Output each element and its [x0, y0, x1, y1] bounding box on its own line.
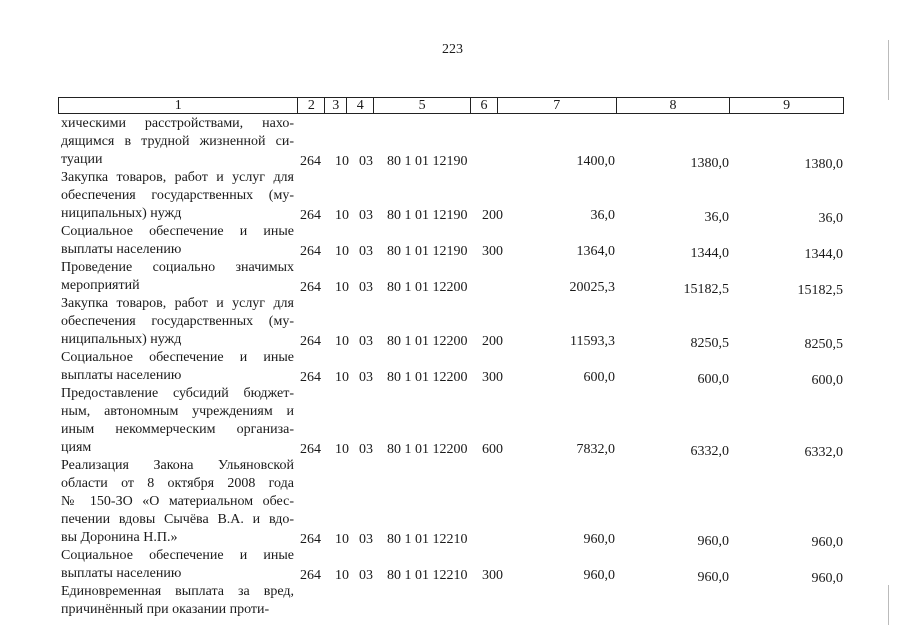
column-header-7: 7: [498, 98, 617, 113]
amount-col-9: 1380,0: [804, 157, 843, 172]
expense-type-code: 300: [482, 370, 503, 385]
description-line: печении вдовы Сычёва В.А. и вдо-: [61, 512, 294, 527]
table-header-row: [58, 97, 844, 114]
amount-col-7: 11593,3: [570, 334, 615, 349]
amount-col-9: 1344,0: [804, 247, 843, 262]
row-description: [61, 223, 294, 259]
section-code: 10: [335, 334, 349, 349]
row-description: [61, 547, 294, 583]
expense-type-code: 200: [482, 208, 503, 223]
subsection-code: 03: [359, 208, 373, 223]
description-line: обеспечения государственных (му-: [61, 188, 294, 203]
subsection-code: 03: [359, 442, 373, 457]
target-article-code: 80 1 01 12210: [387, 532, 468, 547]
amount-col-7: 960,0: [583, 568, 615, 583]
target-article-code: 80 1 01 12190: [387, 208, 468, 223]
row-description: [61, 349, 294, 385]
description-line: Социальное обеспечение и иные: [61, 224, 294, 239]
amount-col-8: 600,0: [697, 372, 729, 387]
amount-col-8: 6332,0: [690, 444, 729, 459]
section-code: 10: [335, 568, 349, 583]
amount-col-8: 15182,5: [683, 282, 729, 297]
description-line: циям: [61, 440, 92, 455]
row-description: [61, 583, 294, 619]
expense-type-code: 300: [482, 244, 503, 259]
amount-col-8: 1380,0: [690, 156, 729, 171]
row-description: [61, 385, 294, 457]
amount-col-7: 1400,0: [576, 154, 615, 169]
description-line: обеспечения государственных (му-: [61, 314, 294, 329]
description-line: ниципальных) нужд: [61, 332, 182, 347]
section-code: 10: [335, 244, 349, 259]
ministry-code: 264: [300, 442, 321, 457]
ministry-code: 264: [300, 244, 321, 259]
description-line: области от 8 октября 2008 года: [61, 476, 294, 491]
description-line: хическими расстройствами, нахо-: [61, 116, 294, 131]
description-line: Социальное обеспечение и иные: [61, 548, 294, 563]
scan-mark: [888, 585, 889, 625]
column-header-6: 6: [471, 98, 498, 113]
section-code: 10: [335, 442, 349, 457]
ministry-code: 264: [300, 334, 321, 349]
subsection-code: 03: [359, 370, 373, 385]
target-article-code: 80 1 01 12210: [387, 568, 468, 583]
column-header-4: 4: [347, 98, 374, 113]
amount-col-9: 15182,5: [797, 283, 843, 298]
row-description: [61, 295, 294, 349]
amount-col-8: 1344,0: [690, 246, 729, 261]
column-header-2: 2: [298, 98, 325, 113]
description-line: дящимся в трудной жизненной си-: [61, 134, 294, 149]
target-article-code: 80 1 01 12200: [387, 280, 468, 295]
target-article-code: 80 1 01 12200: [387, 442, 468, 457]
amount-col-8: 960,0: [697, 534, 729, 549]
section-code: 10: [335, 208, 349, 223]
amount-col-9: 6332,0: [804, 445, 843, 460]
description-line: Реализация Закона Ульяновской: [61, 458, 294, 473]
target-article-code: 80 1 01 12190: [387, 244, 468, 259]
description-line: мероприятий: [61, 278, 140, 293]
amount-col-8: 8250,5: [690, 336, 729, 351]
amount-col-9: 36,0: [818, 211, 843, 226]
amount-col-7: 1364,0: [576, 244, 615, 259]
description-line: иным некоммерческим организа-: [61, 422, 294, 437]
description-line: Единовременная выплата за вред,: [61, 584, 294, 599]
ministry-code: 264: [300, 370, 321, 385]
amount-col-8: 36,0: [704, 210, 729, 225]
ministry-code: 264: [300, 568, 321, 583]
target-article-code: 80 1 01 12190: [387, 154, 468, 169]
subsection-code: 03: [359, 334, 373, 349]
ministry-code: 264: [300, 208, 321, 223]
amount-col-8: 960,0: [697, 570, 729, 585]
subsection-code: 03: [359, 280, 373, 295]
subsection-code: 03: [359, 154, 373, 169]
amount-col-7: 600,0: [583, 370, 615, 385]
section-code: 10: [335, 370, 349, 385]
ministry-code: 264: [300, 280, 321, 295]
column-header-1: 1: [59, 98, 298, 113]
description-line: причинённый при оказании проти-: [61, 602, 270, 617]
description-line: Закупка товаров, работ и услуг для: [61, 296, 294, 311]
amount-col-7: 20025,3: [569, 280, 615, 295]
description-line: Предоставление субсидий бюджет-: [61, 386, 294, 401]
subsection-code: 03: [359, 244, 373, 259]
column-header-8: 8: [617, 98, 731, 113]
description-line: вы Доронина Н.П.»: [61, 530, 178, 545]
column-header-5: 5: [374, 98, 471, 113]
subsection-code: 03: [359, 568, 373, 583]
amount-col-7: 36,0: [590, 208, 615, 223]
description-line: Закупка товаров, работ и услуг для: [61, 170, 294, 185]
amount-col-7: 960,0: [583, 532, 615, 547]
description-line: ниципальных) нужд: [61, 206, 182, 221]
amount-col-9: 8250,5: [804, 337, 843, 352]
description-line: выплаты населению: [61, 368, 182, 383]
amount-col-7: 7832,0: [576, 442, 615, 457]
page-number: 223: [442, 42, 463, 57]
description-line: выплаты населению: [61, 566, 182, 581]
target-article-code: 80 1 01 12200: [387, 370, 468, 385]
column-header-3: 3: [325, 98, 347, 113]
expense-type-code: 300: [482, 568, 503, 583]
row-description: [61, 259, 294, 295]
description-line: № 150-ЗО «О материальном обес-: [61, 494, 294, 509]
row-description: [61, 115, 294, 169]
ministry-code: 264: [300, 154, 321, 169]
ministry-code: 264: [300, 532, 321, 547]
description-line: туации: [61, 152, 103, 167]
column-header-9: 9: [783, 98, 791, 113]
description-line: Проведение социально значимых: [61, 260, 294, 275]
description-line: ным, автономным учреждениям и: [61, 404, 294, 419]
target-article-code: 80 1 01 12200: [387, 334, 468, 349]
amount-col-9: 960,0: [811, 571, 843, 586]
section-code: 10: [335, 154, 349, 169]
section-code: 10: [335, 280, 349, 295]
row-description: [61, 169, 294, 223]
subsection-code: 03: [359, 532, 373, 547]
amount-col-9: 600,0: [811, 373, 843, 388]
expense-type-code: 200: [482, 334, 503, 349]
description-line: Социальное обеспечение и иные: [61, 350, 294, 365]
row-description: [61, 457, 294, 547]
expense-type-code: 600: [482, 442, 503, 457]
section-code: 10: [335, 532, 349, 547]
scan-mark: [888, 40, 889, 100]
description-line: выплаты населению: [61, 242, 182, 257]
amount-col-9: 960,0: [811, 535, 843, 550]
